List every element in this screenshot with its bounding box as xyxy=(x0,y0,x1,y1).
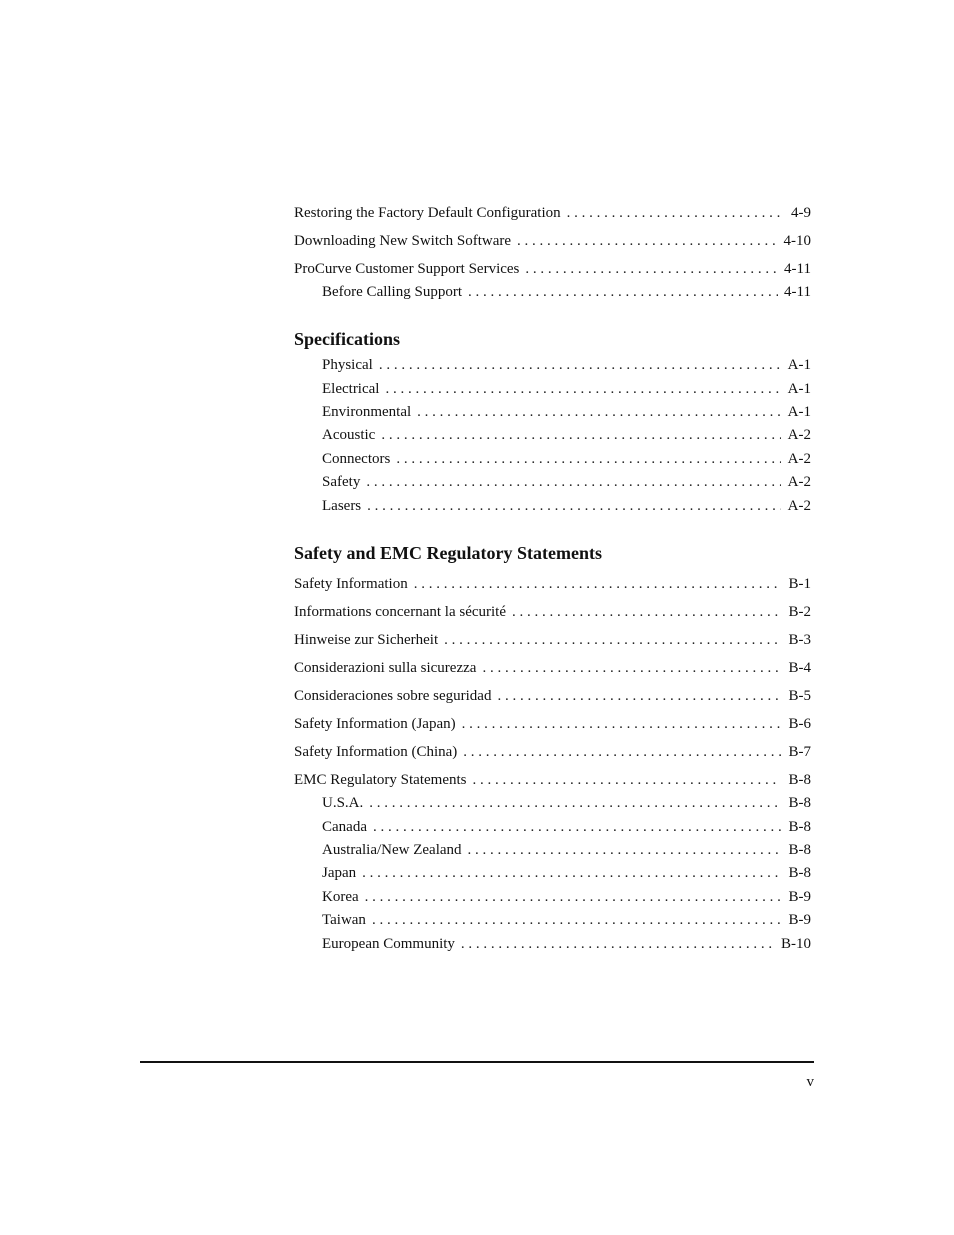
toc-entry-title: ProCurve Customer Support Services xyxy=(294,261,520,277)
toc-entry-title: Lasers xyxy=(322,498,362,514)
toc-entry-page: B-8 xyxy=(788,842,811,858)
dot-leader xyxy=(468,840,781,860)
dot-leader xyxy=(567,203,781,223)
toc-entry-title: Physical xyxy=(322,357,373,373)
section-heading-specifications[interactable]: Specifications xyxy=(294,329,400,349)
section-heading-safety[interactable]: Safety and EMC Regulatory Statements xyxy=(294,543,602,563)
toc-subentry[interactable] xyxy=(322,793,811,813)
dot-leader xyxy=(512,602,781,622)
toc-subentry[interactable] xyxy=(322,863,811,883)
dot-leader xyxy=(365,887,781,907)
toc-entry-title: Considerazioni sulla sicurezza xyxy=(294,660,477,676)
dot-leader xyxy=(414,574,781,594)
toc-entry-page: B-7 xyxy=(788,744,811,760)
toc-entry-page: B-8 xyxy=(788,819,811,835)
toc-entry-title: Downloading New Switch Software xyxy=(294,233,512,249)
dot-leader xyxy=(482,658,781,678)
toc-entry-title: Australia/New Zealand xyxy=(322,842,462,858)
toc-entry-page: 4-11 xyxy=(784,284,811,300)
dot-leader xyxy=(366,472,781,492)
dot-leader xyxy=(367,496,781,516)
toc-entry[interactable] xyxy=(294,770,811,790)
dot-leader xyxy=(525,259,778,279)
toc-entry-page: A-2 xyxy=(787,498,811,514)
toc-entry-title: Korea xyxy=(322,889,359,905)
page-number: v xyxy=(806,1074,814,1090)
toc-entry-page: B-9 xyxy=(788,889,811,905)
toc-entry[interactable] xyxy=(294,259,811,279)
toc-entry-title: Environmental xyxy=(322,404,412,420)
toc-entry-title: EMC Regulatory Statements xyxy=(294,772,467,788)
toc-entry-page: B-10 xyxy=(781,936,811,952)
toc-entry[interactable] xyxy=(294,574,811,594)
toc-entry-page: B-3 xyxy=(788,632,811,648)
toc-subentry[interactable] xyxy=(322,425,811,445)
toc-entry-title: Safety Information (China) xyxy=(294,744,458,760)
toc-entry-title: Acoustic xyxy=(322,427,376,443)
toc-entry-title: Canada xyxy=(322,819,367,835)
toc-subentry[interactable] xyxy=(322,840,811,860)
dot-leader xyxy=(385,379,781,399)
toc-entry-title: Connectors xyxy=(322,451,391,467)
toc-entry-page: A-1 xyxy=(787,381,811,397)
toc-entry-page: B-9 xyxy=(788,912,811,928)
toc-entry-page: 4-11 xyxy=(784,261,811,277)
toc-subentry[interactable] xyxy=(322,817,811,837)
dot-leader xyxy=(461,934,775,954)
toc-entry-title: Japan xyxy=(322,865,357,881)
toc-entry-title: Taiwan xyxy=(322,912,366,928)
toc-entry-page: B-8 xyxy=(788,865,811,881)
toc-entry-page: A-2 xyxy=(787,427,811,443)
toc-subentry[interactable] xyxy=(322,379,811,399)
toc-entry-title: Informations concernant la sécurité xyxy=(294,604,506,620)
toc-entry-page: B-5 xyxy=(788,688,811,704)
toc-entry-page: B-8 xyxy=(788,772,811,788)
toc-entry-page: A-1 xyxy=(787,357,811,373)
toc-entry-page: B-2 xyxy=(788,604,811,620)
toc-entry-title: Electrical xyxy=(322,381,380,397)
dot-leader xyxy=(462,714,781,734)
dot-leader xyxy=(381,425,781,445)
toc-entry-page: 4-9 xyxy=(791,205,811,221)
toc-entry-title: Before Calling Support xyxy=(322,284,462,300)
toc-entry[interactable] xyxy=(294,658,811,678)
toc-entry[interactable] xyxy=(294,630,811,650)
toc-entry-title: Safety Information (Japan) xyxy=(294,716,456,732)
dot-leader xyxy=(497,686,781,706)
toc-entry-page: B-6 xyxy=(788,716,811,732)
toc-subentry[interactable] xyxy=(322,282,811,302)
toc-entry[interactable] xyxy=(294,714,811,734)
toc-subentry[interactable] xyxy=(322,910,811,930)
footer-rule xyxy=(140,1061,814,1063)
toc-entry[interactable] xyxy=(294,686,811,706)
toc-subentry[interactable] xyxy=(322,472,811,492)
dot-leader xyxy=(444,630,781,650)
toc-entry-title: Restoring the Factory Default Configuration xyxy=(294,205,561,221)
dot-leader xyxy=(369,793,781,813)
toc-entry-title: Safety xyxy=(322,474,361,490)
dot-leader xyxy=(417,402,781,422)
dot-leader xyxy=(517,231,777,251)
toc-subentry[interactable] xyxy=(322,934,811,954)
dot-leader xyxy=(396,449,781,469)
toc-entry-title: Safety Information xyxy=(294,576,408,592)
toc-entry-page: A-2 xyxy=(787,474,811,490)
toc-entry-title: European Community xyxy=(322,936,455,952)
toc-entry[interactable] xyxy=(294,203,811,223)
dot-leader xyxy=(362,863,781,883)
dot-leader xyxy=(379,355,781,375)
toc-entry-page: 4-10 xyxy=(783,233,811,249)
toc-entry-title: Hinweise zur Sicherheit xyxy=(294,632,439,648)
toc-entry-title: Consideraciones sobre seguridad xyxy=(294,688,492,704)
toc-subentry[interactable] xyxy=(322,402,811,422)
toc-subentry[interactable] xyxy=(322,496,811,516)
dot-leader xyxy=(472,770,781,790)
toc-entry[interactable] xyxy=(294,602,811,622)
toc-entry-page: B-4 xyxy=(788,660,811,676)
toc-entry-page: A-2 xyxy=(787,451,811,467)
toc-entry-page: B-1 xyxy=(788,576,811,592)
toc-subentry[interactable] xyxy=(322,355,811,375)
toc-subentry[interactable] xyxy=(322,887,811,907)
toc-entry[interactable] xyxy=(294,231,811,251)
toc-entry-page: B-8 xyxy=(788,795,811,811)
toc-entry-page: A-1 xyxy=(787,404,811,420)
dot-leader xyxy=(373,817,781,837)
dot-leader xyxy=(468,282,778,302)
toc-entry-title: U.S.A. xyxy=(322,795,364,811)
toc-entry[interactable] xyxy=(294,742,811,762)
dot-leader xyxy=(463,742,781,762)
toc-subentry[interactable] xyxy=(322,449,811,469)
dot-leader xyxy=(372,910,781,930)
